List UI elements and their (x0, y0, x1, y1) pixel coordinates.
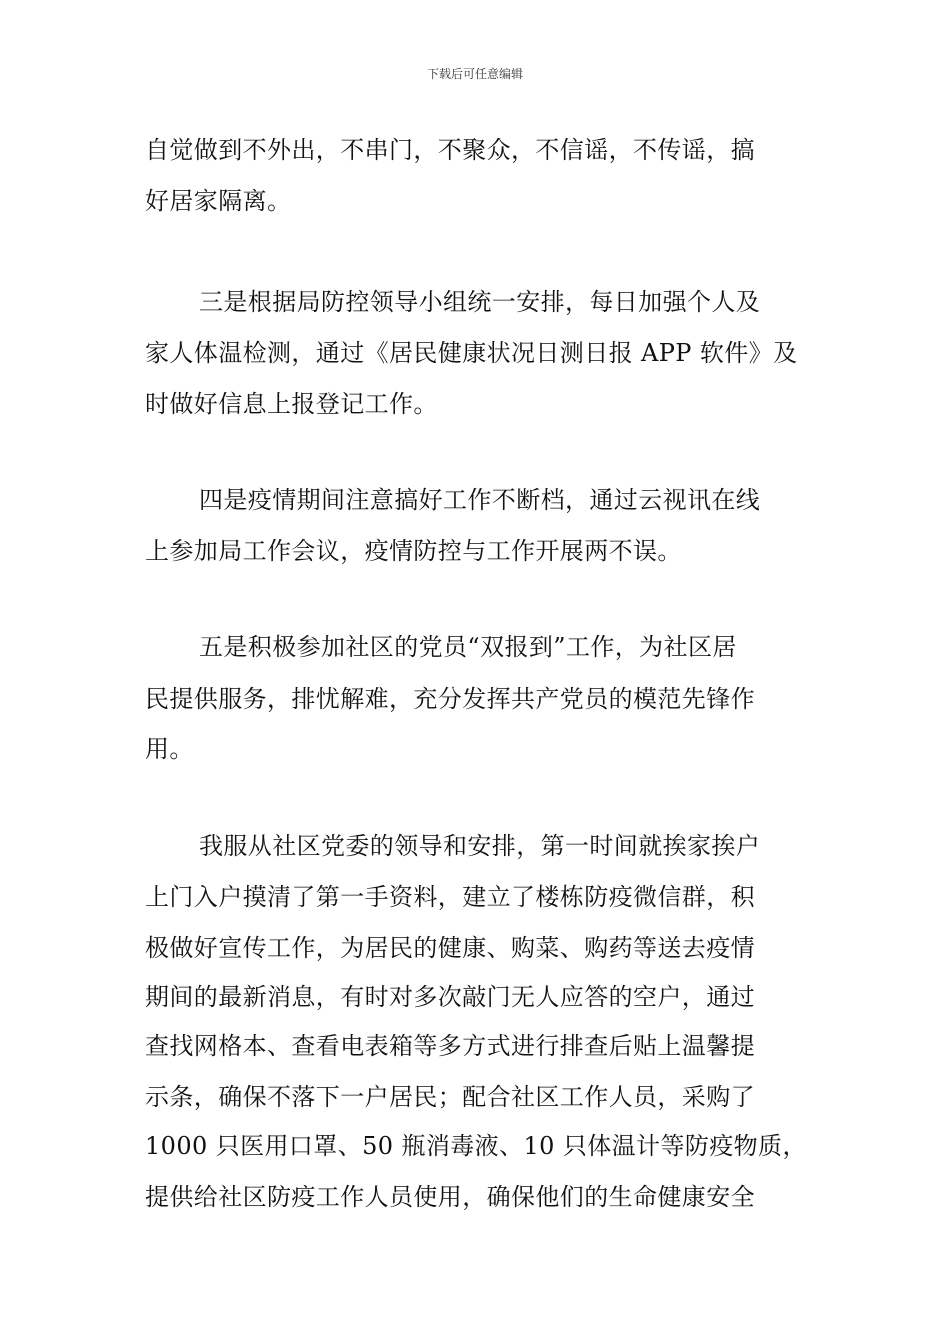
paragraph-5-line-1: 我服从社区党委的领导和安排，第一时间就挨家挨户 (199, 832, 761, 860)
page-header: 下载后可任意编辑 (426, 67, 523, 81)
paragraph-5-line-5: 查找网格本、查看电表箱等多方式进行排查后贴上温馨提 (145, 1032, 755, 1060)
paragraph-5-line-8: 提供给社区防疫工作人员使用，确保他们的生命健康安全 (145, 1183, 755, 1211)
paragraph-2-line-3: 时做好信息上报登记工作。 (145, 390, 438, 418)
paragraph-2-line-1: 三是根据局防控领导小组统一安排，每日加强个人及 (199, 288, 761, 316)
paragraph-5-line-7: 1000 只医用口罩、50 瓶消毒液、10 只体温计等防疫物质， (145, 1132, 807, 1160)
paragraph-2-line-2: 家人体温检测，通过《居民健康状况日测日报 APP 软件》及 (145, 339, 798, 367)
paragraph-5-line-6: 示条，确保不落下一户居民；配合社区工作人员，采购了 (145, 1083, 755, 1111)
paragraph-3-line-2: 上参加局工作会议，疫情防控与工作开展两不误。 (145, 537, 682, 565)
paragraph-4-line-3: 用。 (145, 735, 194, 763)
paragraph-1-line-1: 自觉做到不外出，不串门，不聚众，不信谣，不传谣，搞 (145, 136, 755, 164)
paragraph-5-line-3: 极做好宣传工作，为居民的健康、购菜、购药等送去疫情 (145, 934, 755, 962)
paragraph-4-line-2: 民提供服务，排忧解难，充分发挥共产党员的模范先锋作 (145, 685, 755, 713)
paragraph-1-line-2: 好居家隔离。 (145, 187, 292, 215)
paragraph-3-line-1: 四是疫情期间注意搞好工作不断档，通过云视讯在线 (199, 486, 761, 514)
paragraph-4-line-1: 五是积极参加社区的党员“双报到”工作，为社区居 (199, 633, 737, 661)
paragraph-5-line-4: 期间的最新消息，有时对多次敲门无人应答的空户，通过 (145, 983, 755, 1011)
paragraph-5-line-2: 上门入户摸清了第一手资料，建立了楼栋防疫微信群，积 (145, 883, 755, 911)
